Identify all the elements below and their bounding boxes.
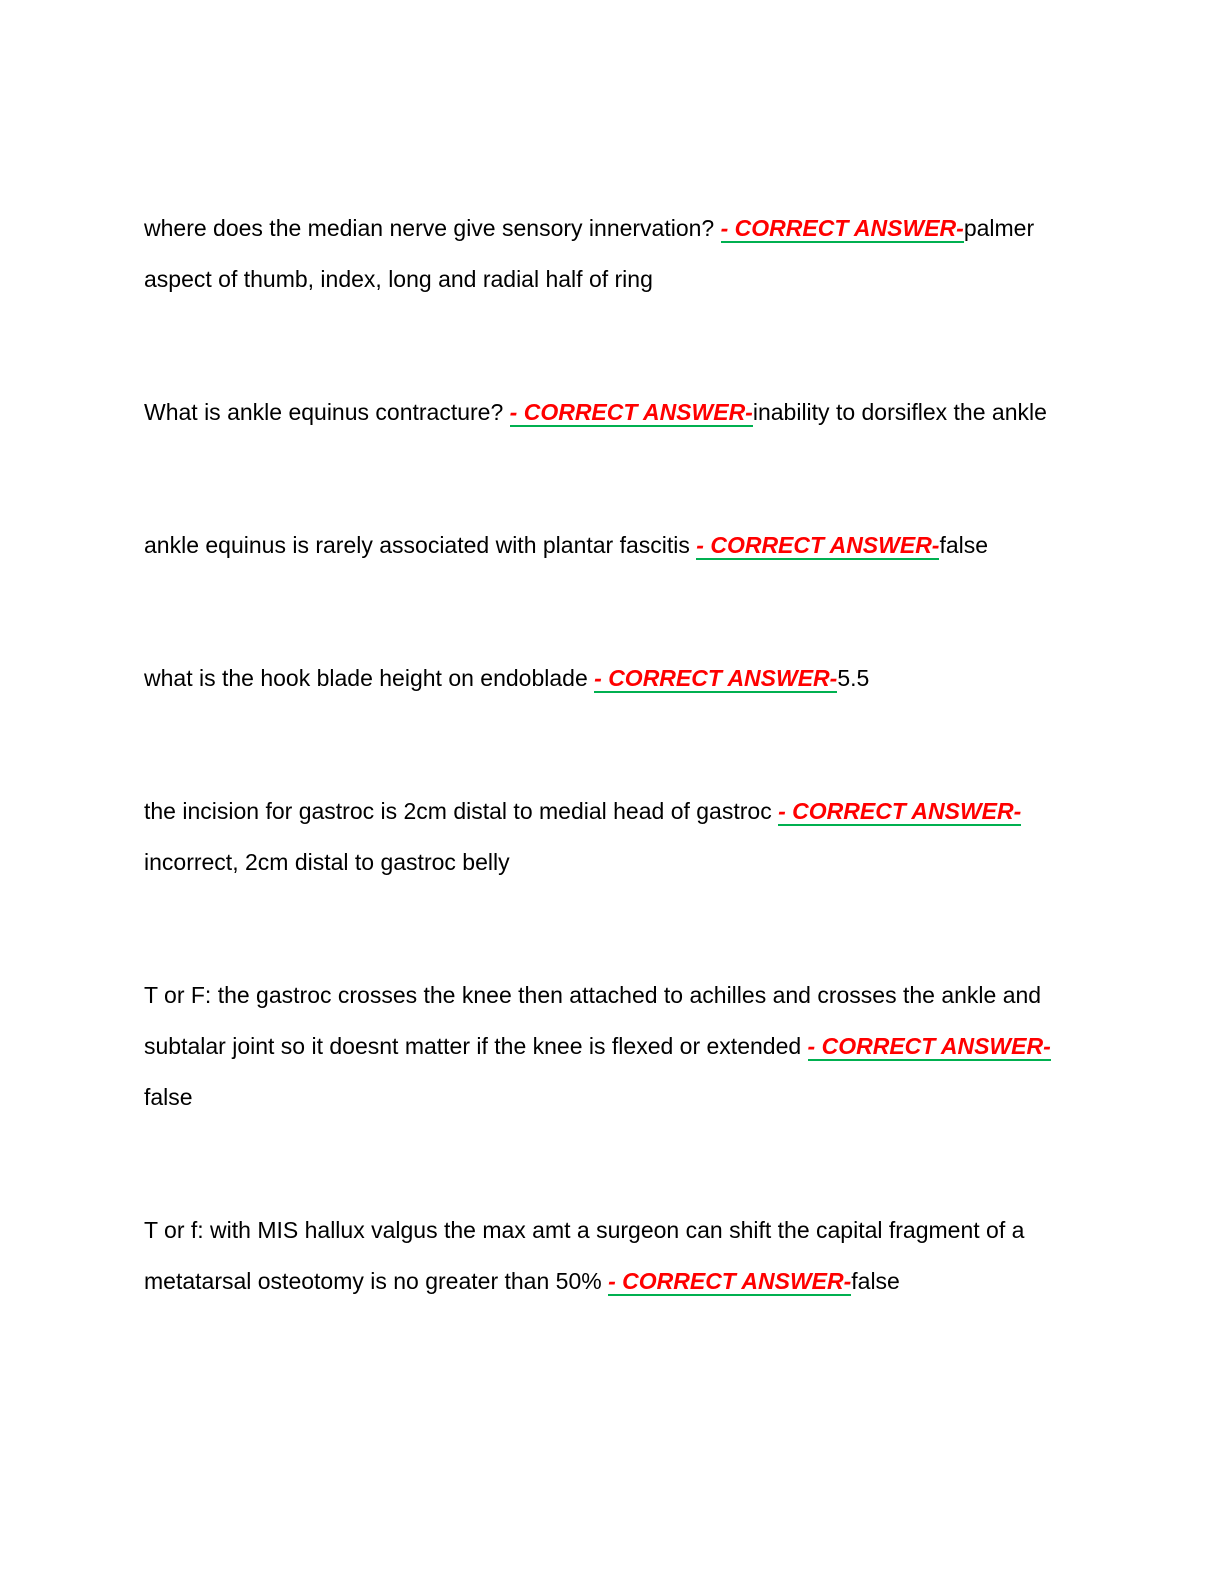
- answer-text: false: [144, 1084, 193, 1110]
- correct-answer-marker: - CORRECT ANSWER-: [608, 1268, 852, 1294]
- qa-item: [144, 203, 1084, 305]
- question-text: T or f: with MIS hallux valgus the max amt a surgeon can shift the capital fragment of a metatarsal osteotomy is no greater than 50%: [144, 1217, 1025, 1294]
- qa-list: [144, 203, 1084, 1389]
- question-text: ankle equinus is rarely associated with plantar fascitis: [144, 532, 697, 558]
- question-text: where does the median nerve give sensory innervation?: [144, 215, 721, 241]
- answer-text: palmer aspect of thumb, index, long and radial half of ring: [144, 215, 1035, 292]
- qa-item: [144, 786, 1084, 888]
- qa-item: [144, 387, 1084, 438]
- question-text: the incision for gastroc is 2cm distal to medial head of gastroc: [144, 798, 779, 824]
- qa-item: [144, 653, 1084, 704]
- correct-answer-marker: - CORRECT ANSWER-: [778, 798, 1022, 824]
- qa-item: [144, 1205, 1084, 1307]
- question-text: What is ankle equinus contracture?: [144, 399, 510, 425]
- answer-text: incorrect, 2cm distal to gastroc belly: [144, 849, 510, 875]
- correct-answer-marker: - CORRECT ANSWER-: [509, 399, 753, 425]
- answer-text: false: [939, 532, 989, 558]
- correct-answer-marker: - CORRECT ANSWER-: [594, 665, 838, 691]
- answer-text: 5.5: [837, 665, 870, 691]
- answer-text: false: [851, 1268, 900, 1294]
- qa-item: [144, 520, 1084, 571]
- answer-text: inability to dorsiflex the ankle: [752, 399, 1047, 425]
- correct-answer-marker: - CORRECT ANSWER-: [696, 532, 940, 558]
- correct-answer-marker: - CORRECT ANSWER-: [807, 1033, 1051, 1059]
- question-text: what is the hook blade height on endoblade: [144, 665, 595, 691]
- correct-answer-marker: - CORRECT ANSWER-: [720, 215, 964, 241]
- question-text: T or F: the gastroc crosses the knee then attached to achilles and crosses the ankle and subtalar joint so it doesnt matter if the knee is flexed or extended: [144, 982, 1042, 1059]
- qa-item: [144, 970, 1084, 1123]
